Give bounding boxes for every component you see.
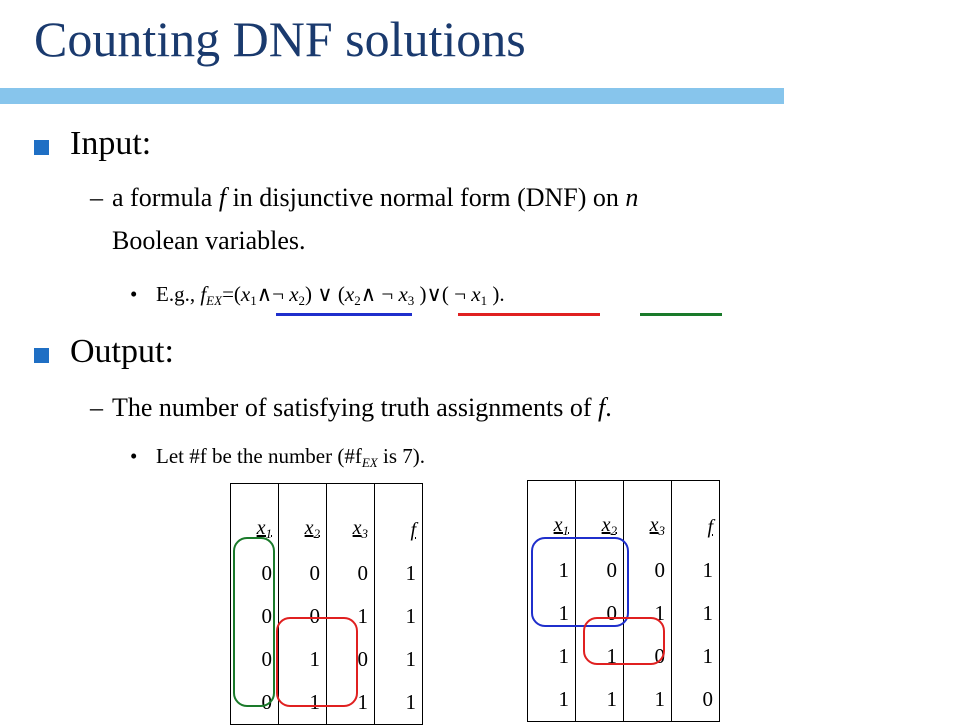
table-row: 0 1 1 1 xyxy=(231,681,423,725)
clause2-underline xyxy=(458,313,600,316)
table-row: 0 1 0 1 xyxy=(231,638,423,681)
dash-bullet: – xyxy=(90,183,103,212)
red-highlight-oval xyxy=(583,617,665,665)
header-x1: $x_1$ xyxy=(528,481,576,550)
table-row: 0 0 0 1 xyxy=(231,552,423,595)
blue-highlight-oval xyxy=(531,537,629,627)
output-note: Let #f be the number ($\#f_{EX}$ is 7). xyxy=(156,444,425,470)
title-underline-bar xyxy=(0,88,784,104)
header-x3: $x_3$ xyxy=(327,484,375,553)
bullet-square-icon xyxy=(34,140,49,155)
dot-bullet: • xyxy=(130,282,138,306)
table-row: 1 1 0 1 xyxy=(528,635,720,678)
input-heading: Input: xyxy=(70,125,152,162)
example-formula: E.g., $f_{EX}=(x_1\wedge\neg$ $x_2$) ∨ ($x_2\wedge$ ¬ $x_3$ )∨( ¬ $x_1$ ). xyxy=(156,282,505,308)
dash-bullet: – xyxy=(90,393,103,422)
header-x1: $x_1$ xyxy=(231,484,279,553)
header-x2: $x_2$ xyxy=(576,481,624,550)
output-heading: Output: xyxy=(70,333,174,370)
table-row: 1 0 0 1 xyxy=(528,549,720,592)
clause1-underline xyxy=(276,313,412,316)
clause3-underline xyxy=(640,313,722,316)
table-row: 0 0 1 1 xyxy=(231,595,423,638)
red-highlight-oval xyxy=(276,617,358,707)
slide-title: Counting DNF solutions xyxy=(34,11,526,67)
header-x2: $x_2$ xyxy=(279,484,327,553)
input-description-line1: a formula f in disjunctive normal form (DNF) on n xyxy=(112,183,639,212)
table-row: 1 1 1 0 xyxy=(528,678,720,722)
header-f: f xyxy=(375,484,423,553)
input-description-line2: Boolean variables. xyxy=(112,226,306,255)
output-description: The number of satisfying truth assignments of f. xyxy=(112,393,612,422)
green-highlight-oval xyxy=(233,537,275,707)
dot-bullet: • xyxy=(130,444,138,468)
header-x3: $x_3$ xyxy=(624,481,672,550)
table-row: 1 0 1 1 xyxy=(528,592,720,635)
header-f: f xyxy=(672,481,720,550)
bullet-square-icon xyxy=(34,348,49,363)
